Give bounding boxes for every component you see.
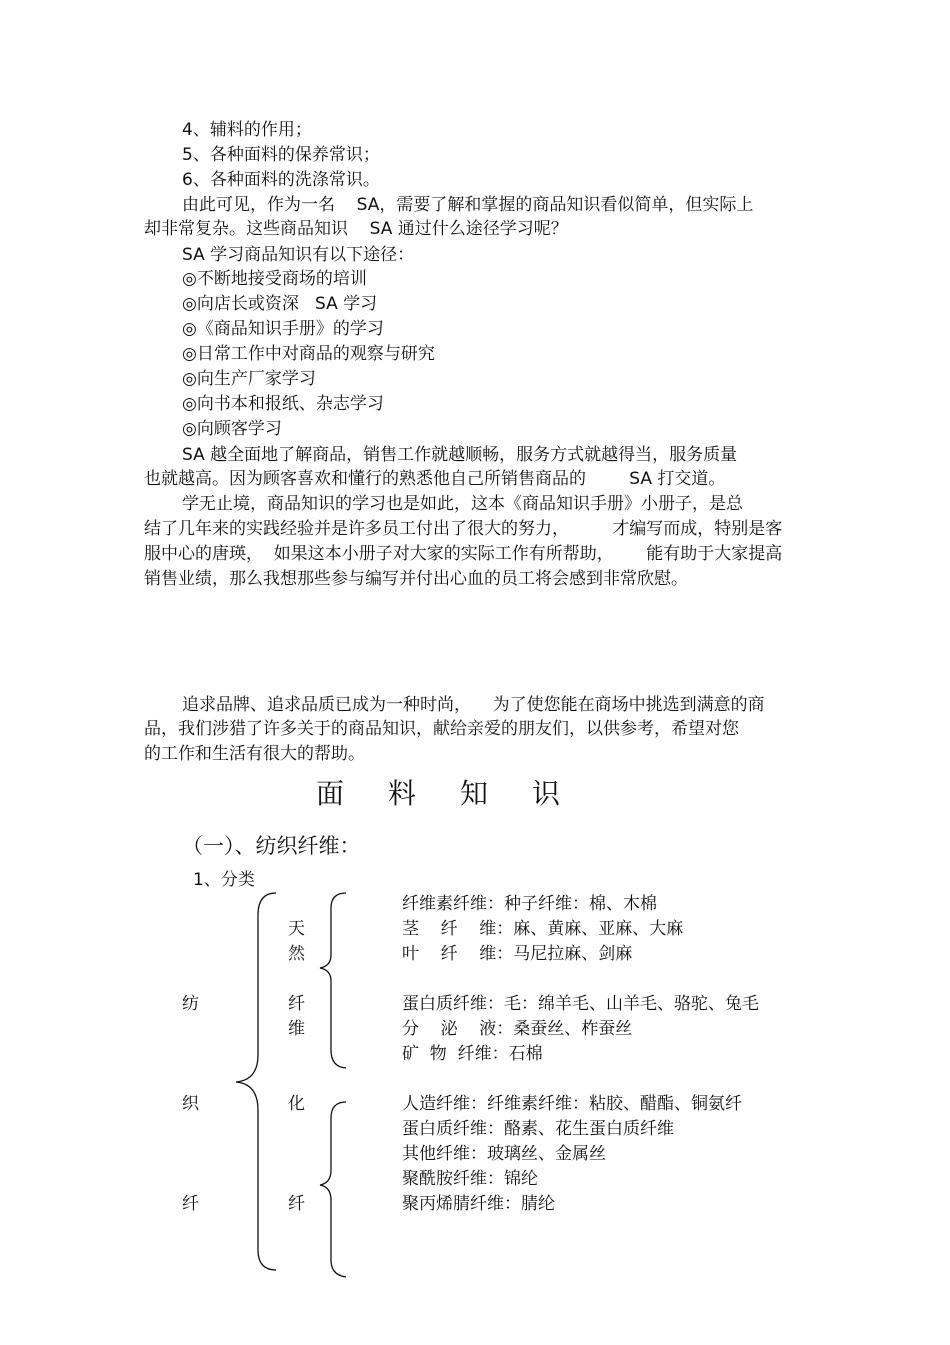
title-char: 料 [388, 777, 417, 810]
section-heading: （一）、纺织纤维： [182, 834, 361, 858]
title-char: 知 [460, 777, 489, 810]
title-char: 面 [316, 777, 345, 810]
tree-chemical-item: 蛋白质纤维：酪素、花生蛋白质纤维 [402, 1119, 674, 1139]
tree-natural-item: 蛋白质纤维：毛：绵羊毛、山羊毛、骆驼、兔毛 [402, 994, 759, 1014]
brace-chemical [320, 1102, 346, 1277]
intro-line: SA 越全面地了解商品，销售工作就越顺畅，服务方式就越得当，服务质量 [182, 445, 738, 465]
tree-chemical-item: 聚丙烯腈纤维：腈纶 [402, 1194, 555, 1214]
intro-line: ◎日常工作中对商品的观察与研究 [182, 344, 435, 364]
tree-natural-item: 叶 纤 维：马尼拉麻、剑麻 [402, 944, 633, 964]
tree-natural-item: 纤维素纤维：种子纤维：棉、木棉 [402, 894, 657, 914]
intro-line: ◎《商品知识手册》的学习 [182, 319, 384, 339]
tree-root-char: 织 [182, 1094, 199, 1114]
tree-chemical-char: 化 [288, 1094, 305, 1114]
brace-root [236, 893, 276, 1270]
tree-natural-item: 分 泌 液：桑蚕丝、柞蚕丝 [402, 1019, 633, 1039]
intro-line: SA 学习商品知识有以下途径： [182, 245, 415, 265]
tree-chemical-item: 其他纤维：玻璃丝、金属丝 [402, 1144, 606, 1164]
intro-line: 却非常复杂。这些商品知识 SA 通过什么途径学习呢？ [144, 219, 568, 239]
tree-natural-char: 然 [288, 944, 305, 964]
intro-line: ◎向顾客学习 [182, 419, 282, 439]
brace-natural-upper [320, 893, 346, 1068]
preface-line: 追求品牌、追求品质已成为一种时尚， 为了使您能在商场中挑选到满意的商 [182, 695, 765, 715]
intro-line: ◎向生产厂家学习 [182, 369, 316, 389]
tree-natural-item: 茎 纤 维：麻、黄麻、亚麻、大麻 [402, 919, 684, 939]
intro-line: 结了几年来的实践经验并是许多员工付出了很大的努力， 才编写而成，特别是客 [144, 519, 783, 539]
tree-chemical-char: 纤 [288, 1194, 305, 1214]
intro-line: ◎向店长或资深 SA 学习 [182, 294, 378, 314]
intro-line: ◎向书本和报纸、杂志学习 [182, 394, 384, 414]
intro-line: 6、各种面料的洗涤常识。 [182, 170, 380, 190]
intro-line: 由此可见，作为一名 SA，需要了解和掌握的商品知识看似简单，但实际上 [182, 195, 754, 215]
tree-natural-char: 纤 [288, 994, 305, 1014]
tree-natural-char: 维 [288, 1019, 305, 1039]
tree-natural-item: 矿 物 纤维：石棉 [402, 1044, 543, 1064]
tree-chemical-item: 聚酰胺纤维：锦纶 [402, 1169, 538, 1189]
intro-line: 服中心的唐瑛， 如果这本小册子对大家的实际工作有所帮助， 能有助于大家提高 [144, 544, 783, 564]
intro-line: ◎不断地接受商场的培训 [182, 269, 367, 289]
preface-line: 品，我们涉猎了许多关于的商品知识，献给亲爱的朋友们，以供参考，希望对您 [144, 719, 739, 739]
tree-root-char: 纤 [182, 1194, 199, 1214]
intro-line: 5、各种面料的保养常识； [182, 145, 380, 165]
intro-line: 4、辅料的作用； [182, 120, 312, 140]
tree-natural-char: 天 [288, 919, 305, 939]
intro-line: 销售业绩，那么我想那些参与编写并付出心血的员工将会感到非常欣慰。 [144, 569, 688, 589]
preface-line: 的工作和生活有很大的帮助。 [144, 744, 365, 764]
tree-root-char: 纺 [182, 994, 199, 1014]
intro-line: 学无止境，商品知识的学习也是如此，这本《商品知识手册》小册子，是总 [182, 494, 743, 514]
sub-heading: 1、分类 [193, 870, 255, 890]
tree-chemical-item: 人造纤维：纤维素纤维：粘胶、醋酯、铜氨纤 [402, 1094, 742, 1114]
title-char: 识 [532, 777, 561, 810]
intro-line: 也就越高。因为顾客喜欢和懂行的熟悉他自己所销售商品的 SA 打交道。 [144, 469, 726, 489]
